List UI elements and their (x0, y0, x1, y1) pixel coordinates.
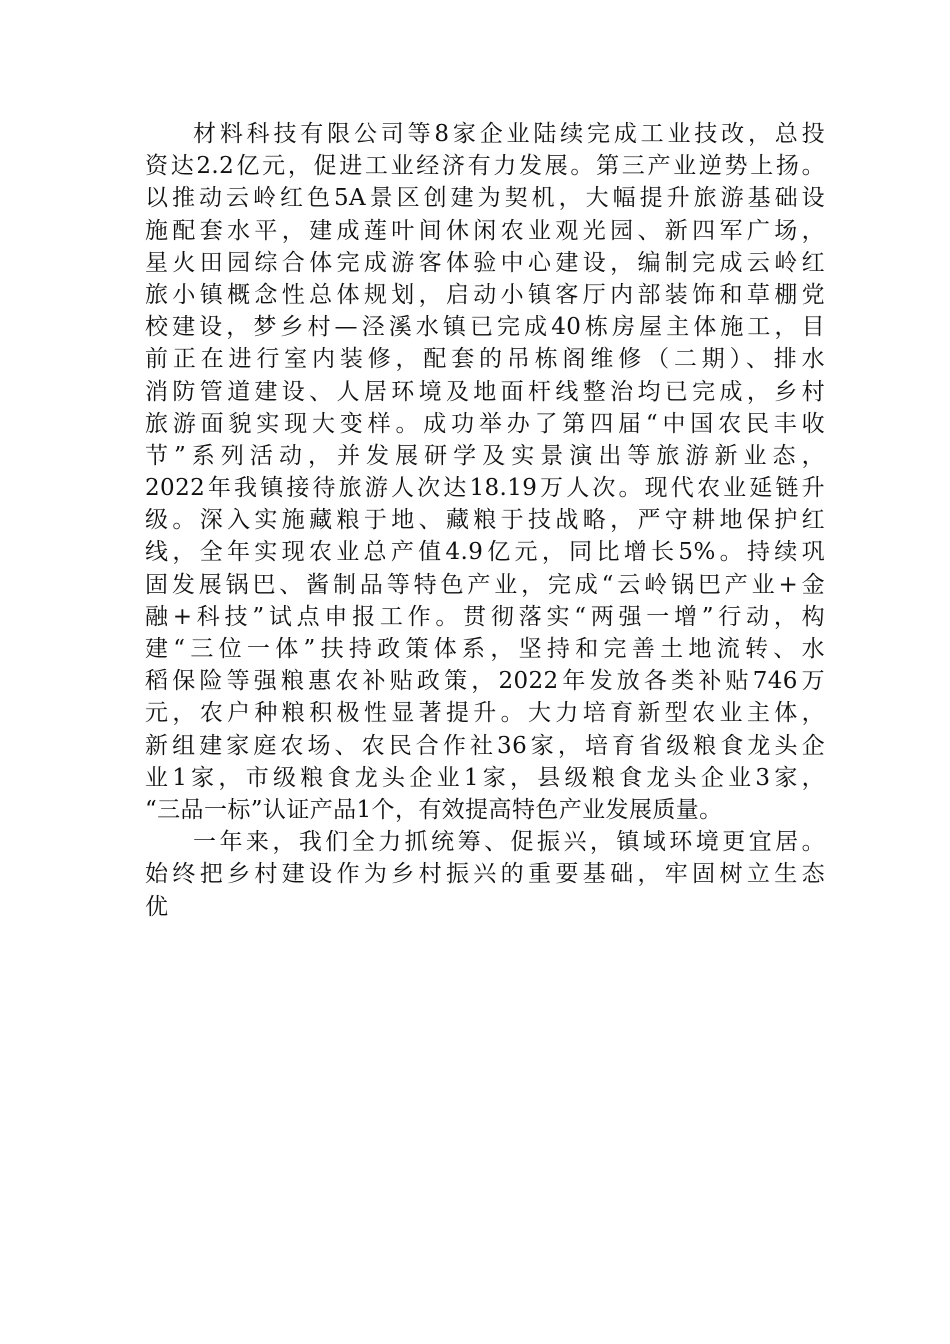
text-line: 新组建家庭农场、农民合作社36家，培育省级粮食龙头企 (145, 732, 825, 759)
text-line: 优 (145, 893, 169, 920)
text-line: 材料科技有限公司等8家企业陆续完成工业技改，总投 (193, 121, 825, 147)
text-line: 施配套水平，建成莲叶间休闲农业观光园、新四军广场， (145, 217, 825, 244)
text-line: 星火田园综合体完成游客体验中心建设，编制完成云岭红 (145, 249, 825, 276)
paragraph-environment (145, 826, 825, 923)
paragraph-economy (145, 118, 825, 826)
text-line: 前正在进行室内装修，配套的吊栋阁维修（二期）、排水 (145, 346, 825, 373)
text-line: 线，全年实现农业总产值4.9亿元，同比增长5%。持续巩 (145, 539, 825, 566)
text-line: 始终把乡村建设作为乡村振兴的重要基础，牢固树立生态 (145, 861, 825, 888)
text-line: 级。深入实施藏粮于地、藏粮于技战略，严守耕地保护红 (145, 507, 825, 534)
text-line: 元，农户种粮积极性显著提升。大力培育新型农业主体， (145, 700, 825, 727)
text-line: 融+科技”试点申报工作。贯彻落实“两强一增”行动，构 (145, 603, 825, 630)
text-line: 固发展锅巴、酱制品等特色产业，完成“云岭锅巴产业+金 (145, 571, 825, 598)
text-line: 校建设，梦乡村—泾溪水镇已完成40栋房屋主体施工，目 (145, 314, 825, 341)
text-line: 2022年我镇接待旅游人次达18.19万人次。现代农业延链升 (145, 475, 825, 502)
text-line: 旅游面貌实现大变样。成功举办了第四届“中国农民丰收 (145, 410, 825, 437)
text-line: 以推动云岭红色5A景区创建为契机，大幅提升旅游基础设 (145, 185, 825, 212)
text-line: 节”系列活动，并发展研学及实景演出等旅游新业态， (145, 442, 825, 469)
text-line: 旅小镇概念性总体规划，启动小镇客厅内部装饰和草棚党 (145, 281, 825, 308)
text-line: 一年来，我们全力抓统筹、促振兴，镇域环境更宜居。 (193, 829, 825, 856)
text-line: 资达2.2亿元，促进工业经济有力发展。第三产业逆势上扬。 (145, 153, 825, 180)
text-line: 建“三位一体”扶持政策体系，坚持和完善土地流转、水 (145, 636, 825, 662)
text-line: “三品一标”认证产品1个，有效提高特色产业发展质量。 (145, 796, 723, 823)
document-body (145, 118, 825, 923)
text-line: 消防管道建设、人居环境及地面杆线整治均已完成，乡村 (145, 378, 825, 405)
text-line: 业1家，市级粮食龙头企业1家，县级粮食龙头企业3家， (145, 764, 825, 791)
text-line: 稻保险等强粮惠农补贴政策，2022年发放各类补贴746万 (145, 668, 825, 695)
